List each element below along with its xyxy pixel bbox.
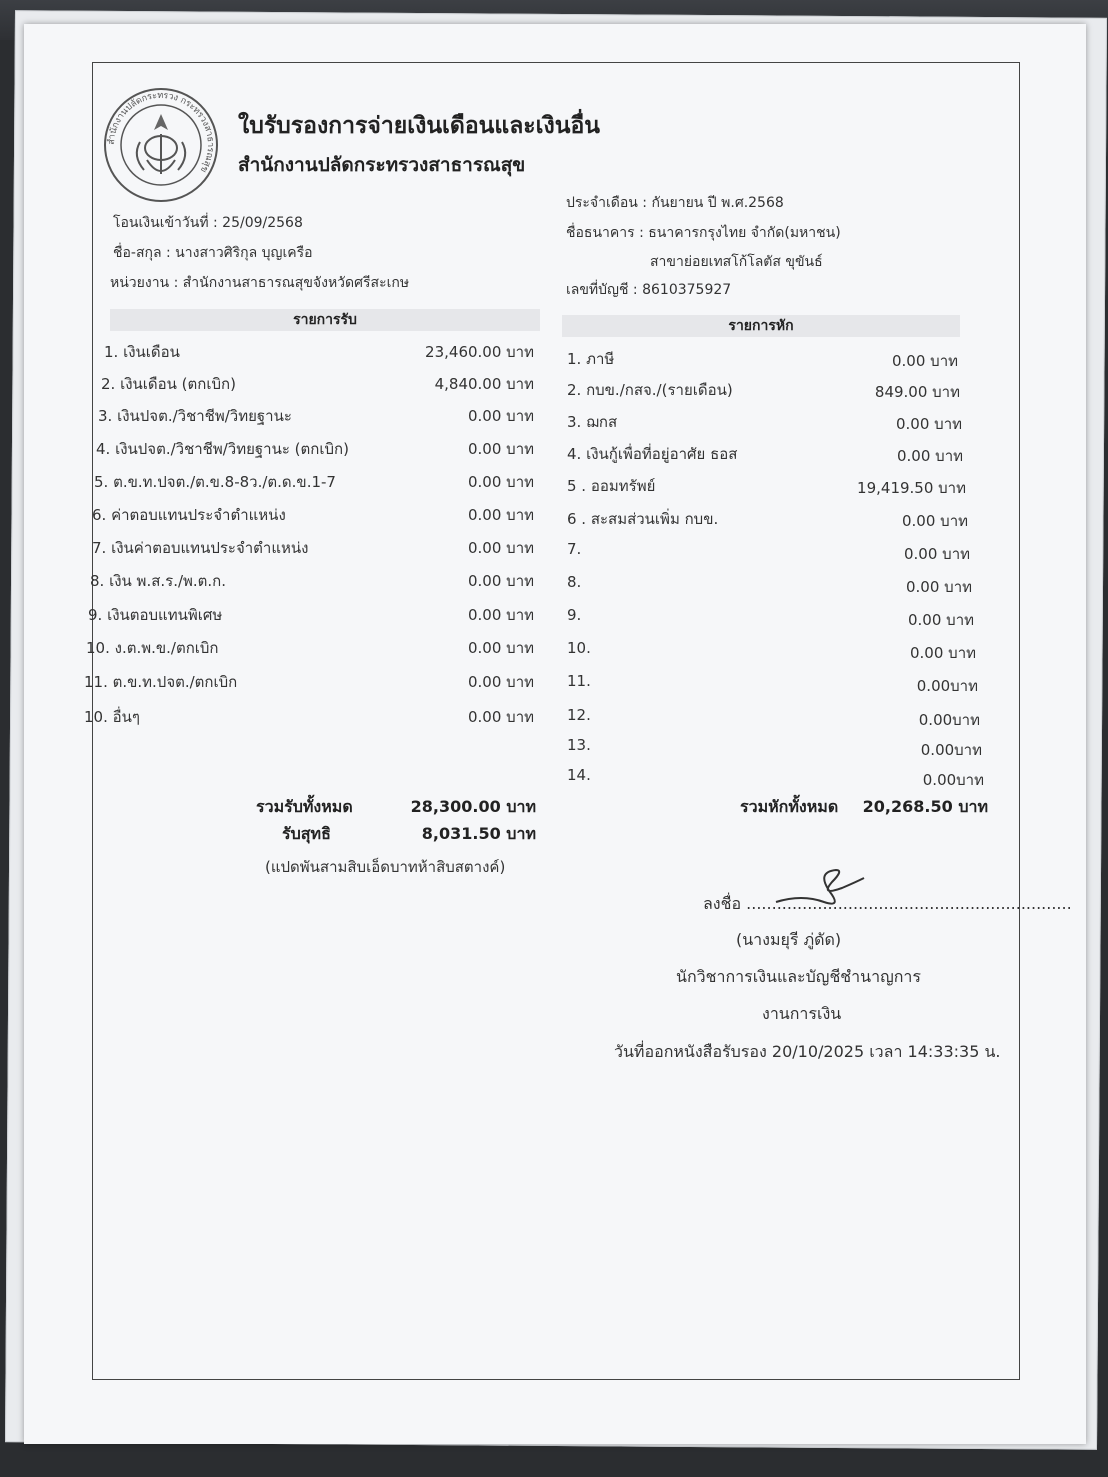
income-item-label: 7. เงินค่าตอบแทนประจำตำแหน่ง [92, 539, 309, 557]
deduction-item-amount: 0.00 บาท [904, 545, 970, 563]
deduction-item-label: 4. เงินกู้เพื่อที่อยู่อาศัย ธอส [567, 445, 738, 463]
signer-department: งานการเงิน [762, 1004, 842, 1023]
deduction-header: รายการหัก [562, 315, 960, 337]
income-item-label: 6. ค่าตอบแทนประจำตำแหน่ง [92, 506, 286, 524]
employee-unit: หน่วยงาน : สำนักงานสาธารณสุขจังหวัดศรีสะเกษ [110, 275, 410, 291]
deduction-item-amount: 0.00 บาท [910, 644, 976, 662]
income-item-label: 5. ต.ข.ท.ปจต./ต.ข.8-8ว./ต.ด.ข.1-7 [94, 473, 336, 491]
document-subtitle: สำนักงานปลัดกระทรวงสาธารณสุข [238, 154, 526, 176]
income-item-amount: 0.00 บาท [468, 708, 534, 726]
deduction-total-amount: 20,268.50 บาท [862, 797, 988, 816]
income-item-amount: 0.00 บาท [468, 606, 534, 624]
employee-name: ชื่อ-สกุล : นางสาวศิริกุล บุญเครือ [113, 245, 313, 261]
income-total-amount: 28,300.00 บาท [410, 797, 536, 816]
deduction-item-amount: 19,419.50 บาท [857, 479, 966, 497]
income-item-amount: 0.00 บาท [468, 407, 534, 425]
deduction-total-label: รวมหักทั้งหมด [740, 797, 839, 816]
deduction-item-amount: 0.00บาท [918, 711, 980, 729]
deduction-item-amount: 0.00 บาท [896, 415, 962, 433]
pay-month: ประจำเดือน : กันยายน ปี พ.ศ.2568 [566, 195, 784, 211]
deduction-item-label: 14. [567, 766, 591, 784]
income-item-amount: 0.00 บาท [468, 473, 534, 491]
document-title: ใบรับรองการจ่ายเงินเดือนและเงินอื่น [238, 113, 601, 139]
deduction-item-label: 5 . ออมทรัพย์ [567, 477, 656, 495]
income-item-amount: 0.00 บาท [468, 572, 534, 590]
deduction-item-label: 13. [567, 736, 591, 754]
deduction-item-amount: 0.00บาท [922, 771, 984, 789]
deduction-item-amount: 0.00บาท [920, 741, 982, 759]
deduction-item-label: 2. กบข./กสจ./(รายเดือน) [567, 381, 733, 399]
deduction-item-amount: 849.00 บาท [874, 383, 960, 401]
transfer-date: โอนเงินเข้าวันที่ : 25/09/2568 [113, 215, 303, 231]
income-item-label: 8. เงิน พ.ส.ร./พ.ต.ก. [90, 572, 227, 590]
deduction-item-amount: 0.00 บาท [906, 578, 972, 596]
net-income-words: (แปดพันสามสิบเอ็ดบาทห้าสิบสตางค์) [265, 858, 506, 876]
deduction-item-label: 1. ภาษี [567, 350, 615, 368]
deduction-item-amount: 0.00 บาท [892, 352, 958, 370]
account-number: เลขที่บัญชี : 8610375927 [566, 282, 732, 298]
income-header: รายการรับ [110, 309, 540, 331]
deduction-item-label: 10. [567, 639, 591, 657]
deduction-item-label: 12. [567, 706, 591, 724]
svg-text:สำนักงานปลัดกระทรวง กระทรวงสาธ: สำนักงานปลัดกระทรวง กระทรวงสาธารณสุข [106, 90, 216, 175]
signer-position: นักวิชาการเงินและบัญชีชำนาญการ [676, 967, 921, 986]
income-item-amount: 23,460.00 บาท [425, 343, 534, 361]
income-item-amount: 0.00 บาท [468, 539, 534, 557]
bank-name: ชื่อธนาคาร : ธนาคารกรุงไทย จำกัด(มหาชน) [566, 225, 841, 241]
income-item-amount: 0.00 บาท [468, 639, 534, 657]
income-total-label: รวมรับทั้งหมด [256, 797, 353, 816]
signature-line: ลงชื่อ ................................................................ [703, 894, 1072, 913]
bank-branch: สาขาย่อยเทสโก้โลตัส ขุขันธ์ [650, 254, 823, 270]
income-item-label: 10. อื่นๆ [84, 708, 140, 726]
deduction-item-label: 7. [567, 540, 582, 558]
ministry-seal-logo [102, 86, 220, 204]
deduction-item-amount: 0.00 บาท [897, 447, 963, 465]
net-income-amount: 8,031.50 บาท [421, 824, 536, 843]
deduction-item-label: 11. [567, 672, 591, 690]
income-item-amount: 0.00 บาท [468, 506, 534, 524]
deduction-item-label: 9. [567, 606, 582, 624]
deduction-item-label: 6 . สะสมส่วนเพิ่ม กบข. [567, 510, 719, 528]
deduction-item-amount: 0.00บาท [916, 677, 978, 695]
signer-name: (นางมยุรี ภู่ดัด) [736, 930, 842, 949]
income-item-label: 11. ต.ข.ท.ปจต./ตกเบิก [84, 673, 238, 691]
income-item-amount: 0.00 บาท [468, 673, 534, 691]
income-item-label: 1. เงินเดือน [104, 343, 180, 361]
deduction-item-amount: 0.00 บาท [908, 611, 974, 629]
deduction-item-label: 8. [567, 573, 582, 591]
net-income-label: รับสุทธิ [282, 824, 331, 843]
income-item-label: 9. เงินตอบแทนพิเศษ [88, 606, 223, 624]
issue-timestamp: วันที่ออกหนังสือรับรอง 20/10/2025 เวลา 14:33:35 น. [614, 1042, 1001, 1061]
deduction-item-label: 3. ฌกส [567, 413, 618, 431]
income-item-amount: 0.00 บาท [468, 440, 534, 458]
income-item-label: 4. เงินปจต./วิชาชีพ/วิทยฐานะ (ตกเบิก) [96, 440, 349, 458]
income-item-label: 2. เงินเดือน (ตกเบิก) [101, 375, 236, 393]
income-item-label: 10. ง.ต.พ.ข./ตกเบิก [86, 639, 219, 657]
income-item-label: 3. เงินปจต./วิชาชีพ/วิทยฐานะ [98, 407, 292, 425]
income-item-amount: 4,840.00 บาท [434, 375, 534, 393]
deduction-item-amount: 0.00 บาท [902, 512, 968, 530]
handwritten-signature [772, 866, 868, 912]
